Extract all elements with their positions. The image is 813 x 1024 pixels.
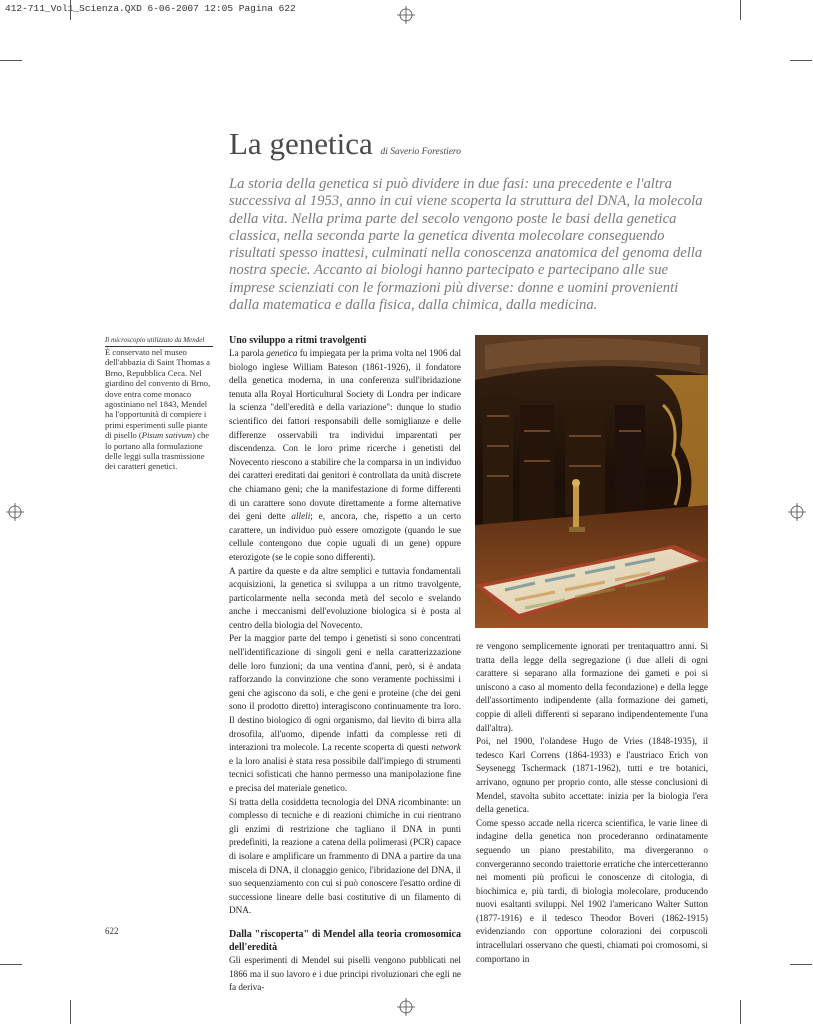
paragraph: Poi, nel 1900, l'olandese Hugo de Vries (1848-1935), il tedesco Karl Correns (1864-1933) e l'austriaco Erich von Seysenegg Tschermack (1871-1962), tutti e tre botanici, arrivano, ognuno per proprio conto, alle stesse conclusioni di Mendel, stavolta subito accettate: inizia per la biologia l'era della genetica. xyxy=(476,736,708,815)
text-run: ; e, ancora, che, rispetto a un certo carattere, un individuo può essere omozigote (quando le sue cellule contengono due copie uguali di un gene) oppure eterozigote (se le copie sono differenti). xyxy=(229,511,462,562)
paragraph xyxy=(229,632,461,795)
crop-mark xyxy=(740,1000,741,1024)
article-title-block xyxy=(229,124,461,172)
paragraph: A partire da queste e da altre semplici e tuttavia fondamentali acquisizioni, la genetica si sviluppa a un ritmo travolgente, particolarmente nella seconda metà del secolo e svelando anche i meccanismi dell'evoluzione biologica si è posta al centro della biologia del Novecento. xyxy=(229,565,461,630)
crop-mark xyxy=(790,60,812,61)
paragraph xyxy=(229,347,461,565)
text-run: e la loro analisi è stata resa possibile dall'impiego di strumenti tecnici sofisticati che hanno permesso una manipolazione fine e precisa del materiale genetico. xyxy=(229,755,461,793)
crop-mark xyxy=(0,964,22,965)
sidebar-text-part: È conservato nel museo dell'abbazia di Saint Thomas a Brno, Repubblica Ceca. Nel giardino del convento di Brno, dove entra come monaco agostiniano nel 1843, Mendel ha l'opportunità di compiere i primi esperimenti sulle piante di pisello ( xyxy=(105,347,211,441)
sidebar-text-italic: Pisum sativum xyxy=(141,430,193,441)
crop-mark xyxy=(70,1000,71,1024)
article-author: di Saverio Forestiero xyxy=(380,147,462,157)
paragraph: Gli esperimenti di Mendel sui piselli vengono pubblicati nel 1866 ma il suo lavoro e i due principi rivoluzionari che egli ne fa deriva- xyxy=(229,954,461,993)
section-heading: Dalla "riscoperta" di Mendel alla teoria cromosomica dell'eredità xyxy=(229,928,461,953)
article-intro: La storia della genetica si può dividere in due fasi: una precedente e l'altra successiva al 1953, anno in cui viene scoperta la struttura del DNA, la molecola della vita. Nella prima parte del secolo vengono poste le basi della genetica classica, nella seconda parte la genetica diventa molecolare conseguendo risultati spesso inattesi, culminati nella conoscenza anatomica del genoma della nostra specie. Accanto ai biologi hanno partecipato e partecipano alle sue imprese scienziati con le formazioni più diverse: donne e uomini provenienti dalla matematica e dalla fisica, dalla chimica, dalla medicina. xyxy=(229,176,703,314)
crop-mark xyxy=(70,0,71,20)
body-column-left xyxy=(229,334,461,995)
sidebar-text xyxy=(105,347,215,472)
crop-mark xyxy=(790,964,812,965)
sidebar-text-part: ) che lo portano alla formulazione delle leggi sulla trasmissione dei caratteri genetici. xyxy=(105,430,210,472)
paragraph: Si tratta della cosiddetta tecnologia del DNA ricombinante: un complesso di tecniche e di reazioni chimiche in cui rientrano gli enzimi di restrizione che tagliano il DNA in punti predefiniti, la reazione a catena della polimerasi (PCR) capace di isolare e amplificare un frammento di DNA a partire da una miscela di DNA, il clonaggio genico, l'ibridazione del DNA, il suo sequenziamento con cui si può conoscere l'esatto ordine di successione lineare delle basi costitutive di un filamento di DNA. xyxy=(229,796,461,916)
text-emphasis: alleli xyxy=(291,511,311,522)
article-title: La genetica xyxy=(229,126,373,161)
registration-mark-icon xyxy=(788,503,806,521)
text-emphasis: network xyxy=(431,742,461,753)
crop-mark xyxy=(0,60,22,61)
text-run: fu impiegata per la prima volta nel 1906 dal biologo inglese William Bateson (1861-1926), il fondatore della genetica moderna, in una conferenza sull'ibridazione tenuta alla Royal Horticultural Society di Londra per indicare la scienza "dell'eredità e della variazione": dunque lo studio scientifico dei fattori responsabili delle somiglianze e delle differenze osservabili tra individui imparentati per discendenza. Con le loro prime ricerche i genetisti del Novecento riescono a stabilire che la comparsa in un individuo dei caratteri ereditati dai genitori è controllata da unità discrete che chiamano geni; che la manifestazione di forme differenti di un carattere sono dovute direttamente a forme alternative dei geni dette xyxy=(229,348,461,522)
body-column-right xyxy=(476,640,708,966)
crop-mark xyxy=(740,0,741,20)
paragraph: re vengono semplicemente ignorati per trentaquattro anni. Si tratta della legge della segregazione (i due alleli di ogni carattere si separano alla formazione dei gameti e poi si uniscono a caso al momento della fecondazione) e della legge dell'assortimento indipendente (alla formazione dei gameti, coppie di alleli differenti si separano indipendentemente l'una dall'altra). xyxy=(476,641,708,733)
section-heading: Uno sviluppo a ritmi travolgenti xyxy=(229,335,367,346)
text-run: La parola xyxy=(229,348,267,358)
paragraph: Come spesso accade nella ricerca scientifica, le varie linee di indagine della genetica non procederanno ordinatamente seguendo un piano prestabilito, ma divergeranno o convergeranno secondo traiettorie erratiche che intercetteranno nei momenti più proficui le conoscenze di citologia, di biochimica e, più tardi, di biologia molecolare, producendo nuovi esaltanti sviluppi. Nel 1902 l'americano Walter Sutton (1877-1916) e il tedesco Theodor Boveri (1862-1915) evidenziando con opportune colorazioni dei corpuscoli intracellulari osservano che questi, chiamati poi cromosomi, si comportano in xyxy=(476,817,708,964)
registration-mark-icon xyxy=(6,503,24,521)
page-number: 622 xyxy=(105,926,119,936)
registration-mark-icon xyxy=(397,6,415,24)
sidebar-caption: Il microscopio utilizzato da Mendel xyxy=(105,336,213,347)
print-slug: 412-711_Vol1_Scienza.QXD 6-06-2007 12:05 Pagina 622 xyxy=(5,3,296,14)
text-emphasis: genetica xyxy=(266,348,298,358)
text-run: Per la maggior parte del tempo i genetisti si sono concentrati nell'identificazione di singoli geni e nella caratterizzazione delle loro funzioni; da una ventina d'anni, però, si è andata rafforzando la convinzione che sono veramente pochissimi i geni che agiscono da soli, e che geni e proteine (che dei geni sono il prodotto diretto) interagiscono continuamente tra loro. Il destino biologico di ogni organismo, dal lievito di birra alla drosofila, all'uomo, dipende infatti da complesse reti di interazioni tra molecole. La recente scoperta di questi xyxy=(229,633,461,753)
registration-mark-icon xyxy=(397,998,415,1016)
library-photo xyxy=(475,335,708,628)
